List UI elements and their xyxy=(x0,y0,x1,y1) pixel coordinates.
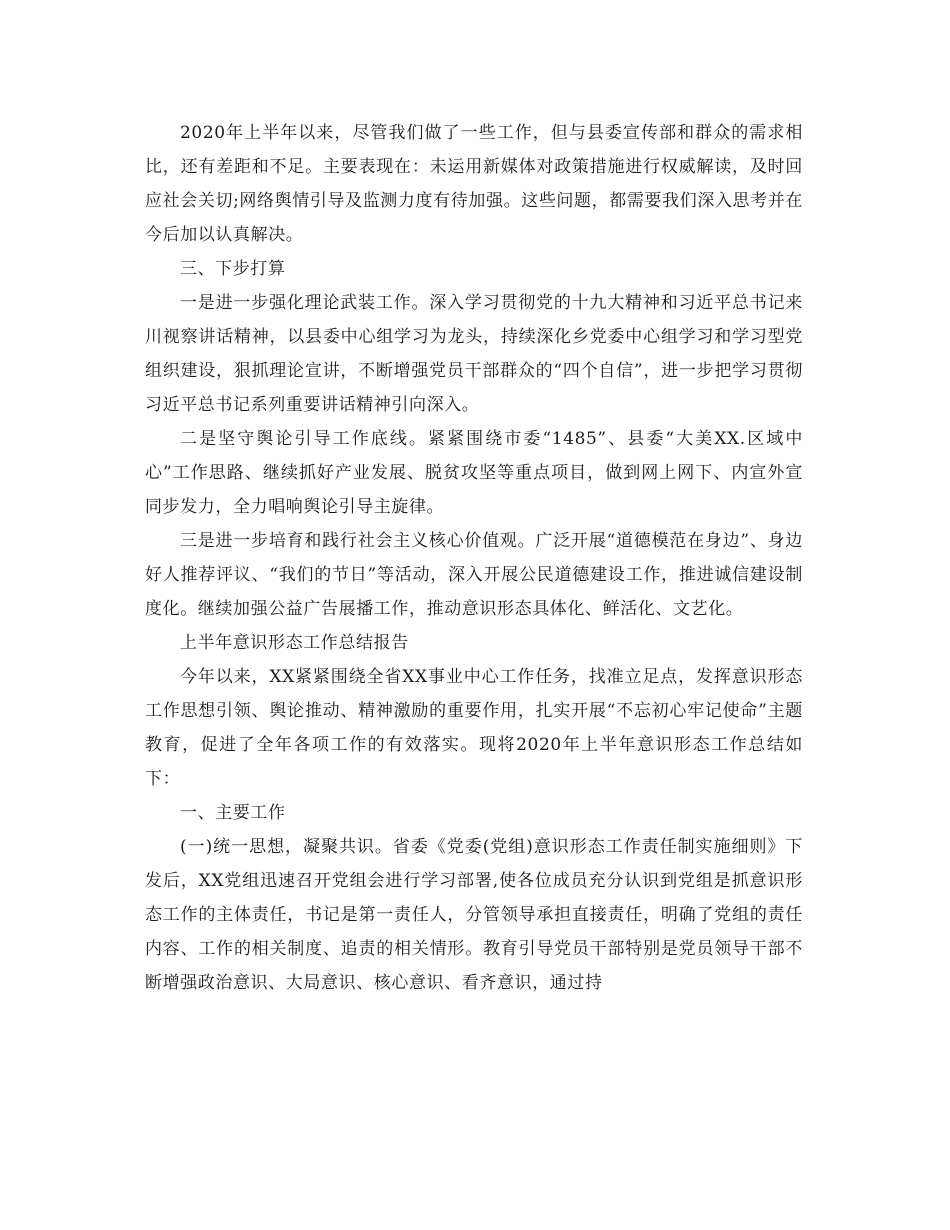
heading-next-steps: 三、下步打算 xyxy=(180,259,286,279)
report-title: 上半年意识形态工作总结报告 xyxy=(180,633,409,653)
heading-main-work: 一、主要工作 xyxy=(180,803,286,823)
paragraph-public-opinion: 二是坚守舆论引导工作底线。紧紧围绕市委“1485”、县委“大美XX.区域中心”工作思路、继续抓好产业发展、脱贫攻坚等重点项目，做到网上网下、内宣外宣同步发力，全力唱响舆论引导主旋律。 xyxy=(145,429,803,517)
paragraph-core-values: 三是进一步培育和践行社会主义核心价值观。广泛开展“道德模范在身边”、身边好人推荐评议、“我们的节日”等活动，深入开展公民道德建设工作，推进诚信建设制度化。继续加强公益广告展播工作，推动意识形态具体化、鲜活化、文艺化。 xyxy=(145,531,803,619)
paragraph-shortcomings: 2020年上半年以来，尽管我们做了一些工作，但与县委宣传部和群众的需求相比，还有差距和不足。主要表现在：未运用新媒体对政策措施进行权威解读，及时回应社会关切;网络舆情引导及监测力度有待加强。这些问题，都需要我们深入思考并在今后加以认真解决。 xyxy=(145,123,803,245)
paragraph-unify-thinking: (一)统一思想，凝聚共识。省委《党委(党组)意识形态工作责任制实施细则》下发后，XX党组迅速召开党组会进行学习部署,使各位成员充分认识到党组是抓意识形态工作的主体责任，书记是第一责任人，分管领导承担直接责任，明确了党组的责任内容、工作的相关制度、追责的相关情形。教育引导党员干部特别是党员领导干部不断增强政治意识、大局意识、核心意识、看齐意识，通过持 xyxy=(145,837,803,993)
paragraph-theory-work: 一是进一步强化理论武装工作。深入学习贯彻党的十九大精神和习近平总书记来川视察讲话精神，以县委中心组学习为龙头，持续深化乡党委中心组学习和学习型党组织建设，狠抓理论宣讲，不断增强党员干部群众的“四个自信”，进一步把学习贯彻习近平总书记系列重要讲话精神引向深入。 xyxy=(145,293,803,415)
paragraph-report-intro: 今年以来，XX紧紧围绕全省XX事业中心工作任务，找准立足点，发挥意识形态工作思想引领、舆论推动、精神激励的重要作用，扎实开展“不忘初心牢记使命”主题教育，促进了全年各项工作的有效落实。现将2020年上半年意识形态工作总结如下： xyxy=(145,667,803,789)
document-body xyxy=(145,116,803,1000)
